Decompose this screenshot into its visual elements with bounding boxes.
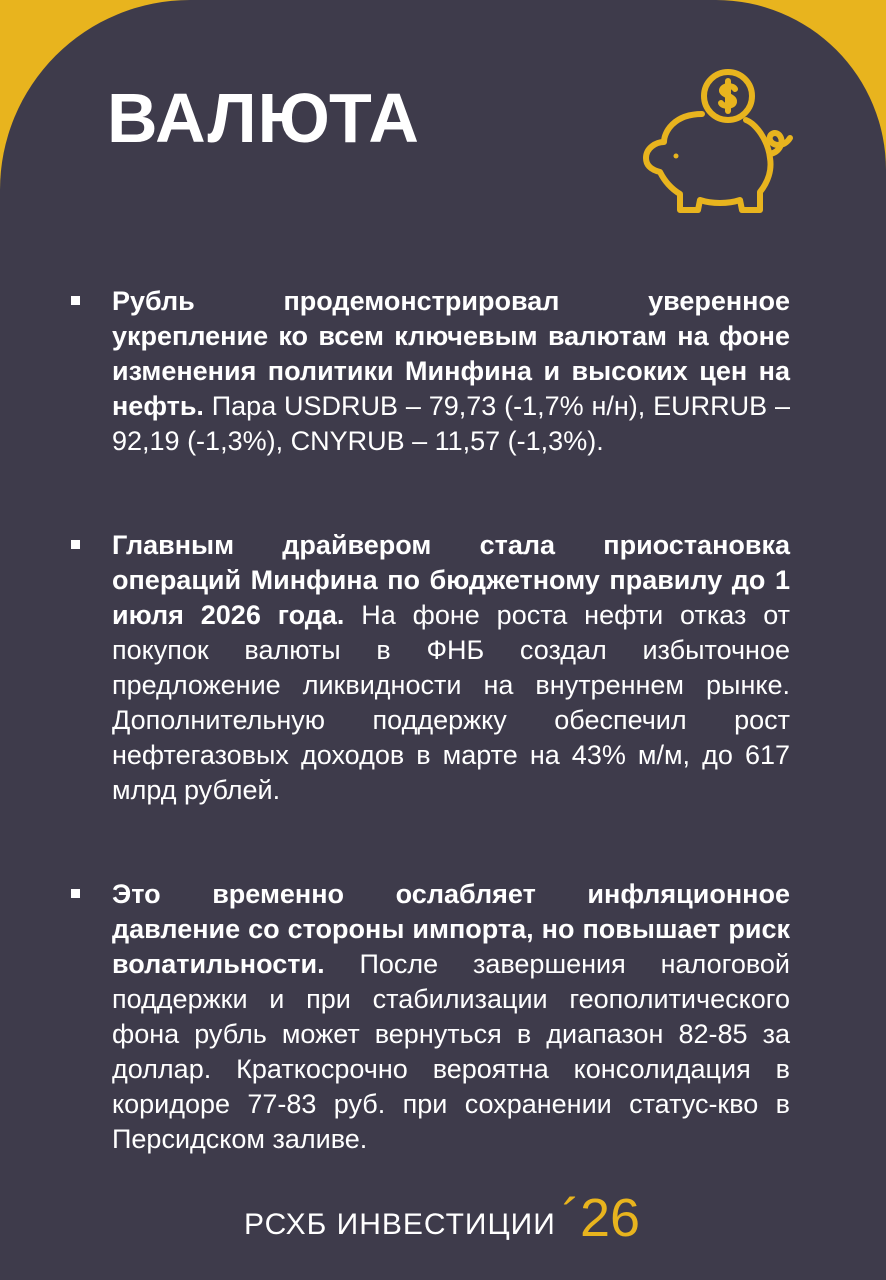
page-title: ВАЛЮТА: [107, 79, 420, 157]
bullet-bold-text: Это временно ослабляет инфляционное давление со стороны импорта, но повышает риск волатильности.: [112, 879, 790, 979]
bullet-list: [66, 284, 790, 1157]
bullet-marker: [71, 540, 80, 549]
bullet-body-text: Пара USDRUB – 79,73 (-1,7% н/н), EURRUB – 92,19 (-1,3%), CNYRUB – 11,57 (-1,3%).: [112, 391, 790, 456]
list-item: [66, 284, 790, 459]
footer-year: ´26: [562, 1188, 641, 1248]
bullet-bold-text: Главным драйвером стала приостановка операций Минфина по бюджетному правилу до 1 июля 2026 года.: [112, 530, 790, 630]
bullet-bold-text: Рубль продемонстрировал уверенное укрепление ко всем ключевым валютам на фоне изменения политики Минфина и высоких цен на нефть.: [112, 286, 790, 421]
piggy-bank-dollar-icon: [636, 62, 800, 218]
bullet-marker: [71, 296, 80, 305]
list-item: [66, 528, 790, 808]
list-item: [66, 877, 790, 1157]
bullet-body-text: После завершения налоговой поддержки и при стабилизации геополитического фона рубль может вернуться в диапазон 82-85 за доллар. Краткосрочно вероятна консолидация в коридоре 77-83 руб. при сохранении статус-кво в Персидском заливе.: [112, 949, 790, 1154]
bullet-body-text: На фоне роста нефти отказ от покупок валюты в ФНБ создал избыточное предложение ликвидности на внутреннем рынке. Дополнительную поддержку обеспечил рост нефтегазовых доходов в марте на 43% м/м, до 617 млрд рублей.: [112, 600, 790, 805]
footer-brand: РСХБ ИНВЕСТИЦИИ: [244, 1208, 556, 1241]
bullet-marker: [71, 889, 80, 898]
